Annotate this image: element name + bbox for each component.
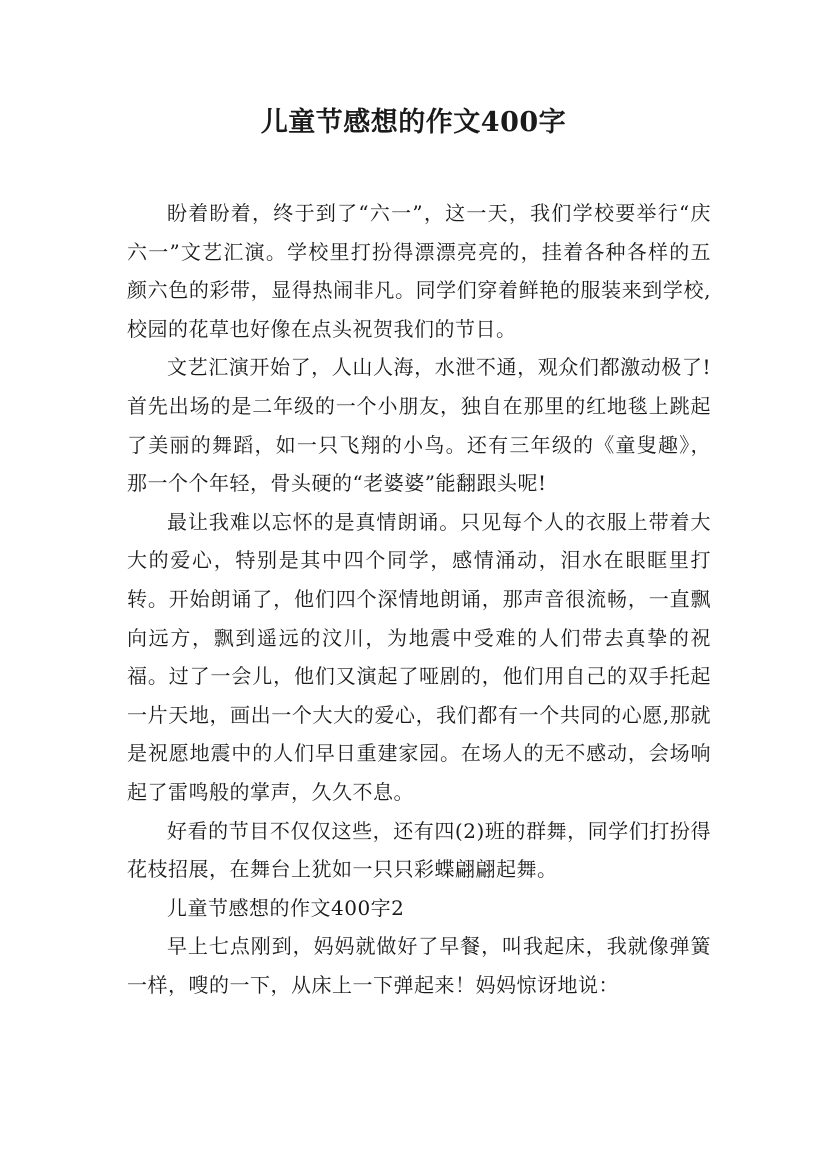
document-body — [127, 194, 711, 1004]
paragraph-4: 好看的节目不仅仅这些，还有四(2)班的群舞，同学们打扮得花枝招展，在舞台上犹如一只只彩蝶翩翩起舞。 — [127, 818, 711, 882]
document-title: 儿童节感想的作文400字 — [260, 107, 567, 138]
paragraph-3: 最让我难以忘怀的是真情朗诵。只见每个人的衣服上带着大大的爱心，特别是其中四个同学，感情涌动，泪水在眼眶里打转。开始朗诵了，他们四个深情地朗诵，那声音很流畅，一直飘向远方，飘到遥远的汶川，为地震中受难的人们带去真挚的祝福。过了一会儿，他们又演起了哑剧的，他们用自己的双手托起一片天地，画出一个大大的爱心，我们都有一个共同的心愿,那就是祝愿地震中的人们早日重建家园。在场人的无不感动，会场响起了雷鸣般的掌声，久久不息。 — [127, 509, 711, 804]
paragraph-1: 盼着盼着，终于到了“六一”，这一天，我们学校要举行“庆六一”文艺汇演。学校里打扮得漂漂亮亮的，挂着各种各样的五颜六色的彩带，显得热闹非凡。同学们穿着鲜艳的服装来到学校,校园的花草也好像在点头祝贺我们的节日。 — [127, 201, 711, 341]
section-heading-2: 儿童节感想的作文400字2 — [167, 895, 405, 920]
paragraph-2: 文艺汇演开始了，人山人海，水泄不通，观众们都激动极了!首先出场的是二年级的一个小朋友，独自在那里的红地毯上跳起了美丽的舞蹈，如一只飞翔的小鸟。还有三年级的《童叟趣》，那一个个年轻，骨头硬的“老婆婆”能翻跟头呢! — [127, 355, 711, 496]
paragraph-5: 早上七点刚到，妈妈就做好了早餐，叫我起床，我就像弹簧一样，嗖的一下，从床上一下弹起来！妈妈惊讶地说： — [127, 934, 711, 997]
